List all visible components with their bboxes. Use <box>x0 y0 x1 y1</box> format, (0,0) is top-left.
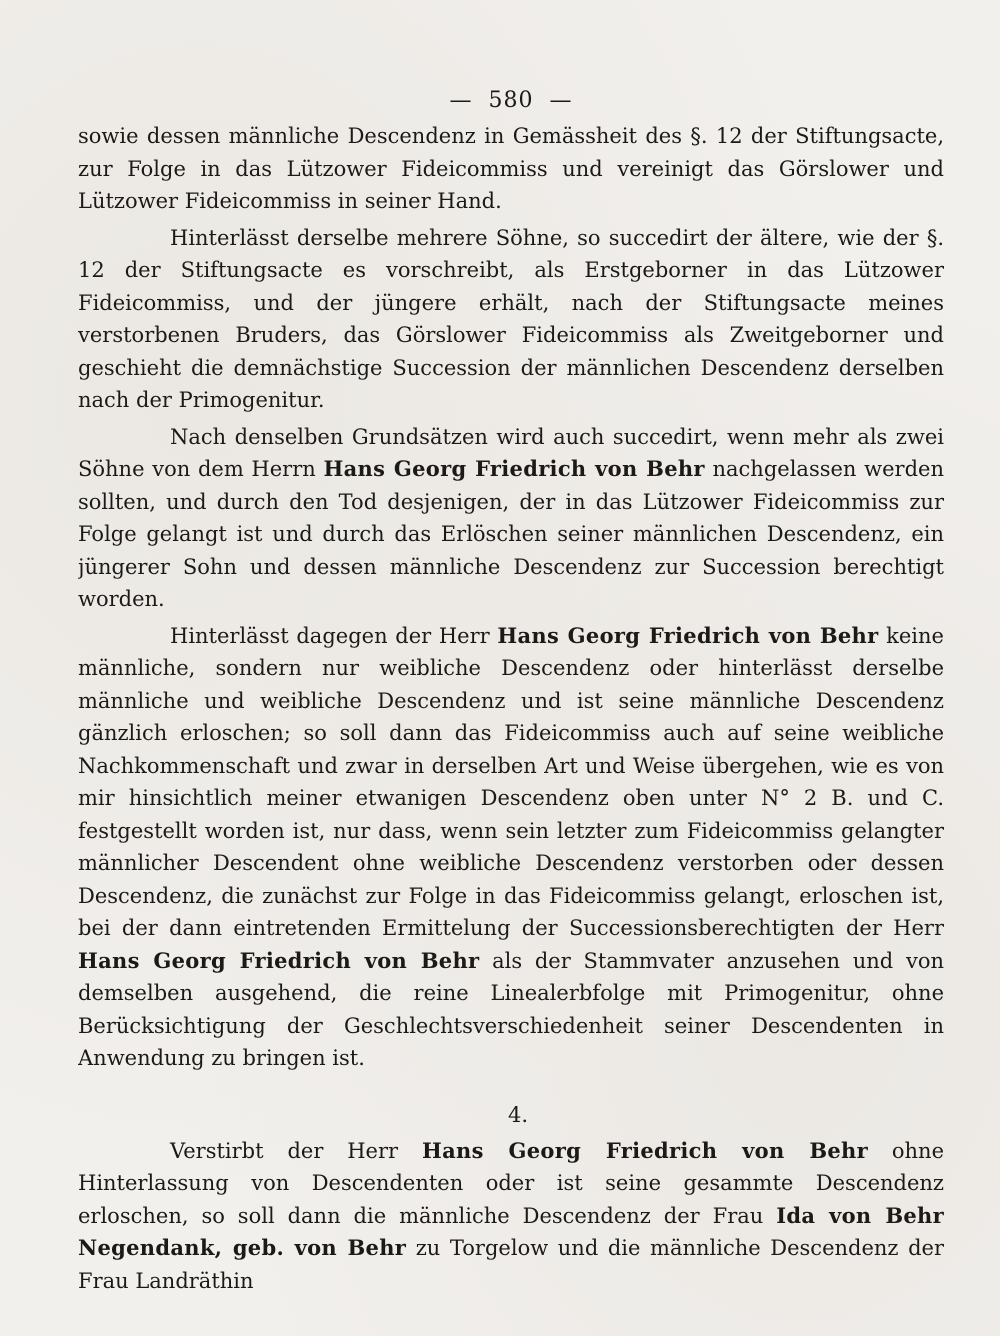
section-number: 4. <box>507 1102 529 1127</box>
page-number-line <box>78 82 944 120</box>
paragraph-5-text-1: Verstirbt der Herr <box>170 1138 422 1163</box>
page-number-dash-left: — <box>449 88 473 113</box>
paragraph-5-text-2: ohne Hinterlassung von Descendenten oder ist seine gesammte Descendenz erloschen, so soll dann die männliche Descendenz der Frau <box>78 1138 944 1228</box>
person-name: Hans Georg Friedrich von Behr <box>421 1137 868 1163</box>
person-name: Hans Georg Friedrich von Behr <box>497 622 879 648</box>
paragraph-4-text-2: keine männliche, sondern nur weibliche Descendenz oder hinterlässt derselbe männliche und weibliche Descendenz und ist seine männliche Descendenz gänzlich erloschen; so soll dann das Fideicommiss auch auf seine weibliche Nachkommenschaft und zwar in derselben Art und Weise übergehen, wie es von mir hinsichtlich meiner etwanigen Descendenz oben unter N° 2 B. und C. festgestellt worden ist, nur dass, wenn sein letzter zum Fideicommiss gelangter männlicher Descendent ohne weibliche Descendenz verstorben oder dessen Descendenz, die zunächst zur Folge in das Fideicommiss gelangt, erloschen ist, bei der dann eintretenden Ermittelung der Successionsberechtigten der Herr <box>78 623 944 940</box>
person-name: Hans Georg Friedrich von Behr <box>78 947 480 973</box>
paragraph-4 <box>78 620 944 1075</box>
page-number-dash-right: — <box>549 88 573 113</box>
paragraph-2: Hinterlässt derselbe mehrere Söhne, so succedirt der ältere, wie der §. 12 der Stiftungsacte es vorschreibt, als Erstgeborner in das Lützower Fideicommiss, und der jüngere erhält, nach der Stiftungsacte meines verstorbenen Bruders, das Görslower Fideicommiss als Zweitgeborner und geschieht die demnächstige Succession der männlichen Descendenz derselben nach der Primogenitur. <box>78 225 944 412</box>
paragraph-4-text-1: Hinterlässt dagegen der Herr <box>170 623 498 648</box>
person-name: Ida von Behr Negendank, geb. von Behr <box>78 1202 944 1260</box>
paragraph-3-text-2: nachgelassen werden sollten, und durch den Tod desjenigen, der in das Lützower Fideicommiss zur Folge gelangt ist und durch das Erlöschen seiner männlichen Descendenz, ein jüngerer Sohn und dessen männliche Descendenz zur Succession berechtigt worden. <box>78 457 944 611</box>
paragraph-5 <box>78 1135 944 1298</box>
paragraph-4-text-3: als der Stammvater anzusehen und von demselben ausgehend, die reine Linealerbfolge mit Primogenitur, ohne Berücksichtigung der Geschlechtsverschiedenheit seiner Descendenten in Anwendung zu bringen ist. <box>78 948 944 1070</box>
document-page <box>78 82 944 1322</box>
page-number: 580 <box>488 88 534 113</box>
paragraph-3-text-1: Nach denselben Grundsätzen wird auch succedirt, wenn mehr als zwei Söhne von dem Herrn <box>78 424 944 481</box>
person-name: Hans Georg Friedrich von Behr <box>323 456 705 481</box>
paragraph-1: sowie dessen männliche Descendenz in Gemässheit des §. 12 der Stiftungsacte, zur Folge in das Lützower Fideicommiss und vereinigt das Görslower und Lützower Fideicommiss in seiner Hand. <box>78 124 944 213</box>
paragraph-5-text-3: zu Torgelow und die männliche Descendenz der Frau Landräthin <box>78 1236 944 1293</box>
paragraph-3 <box>78 421 944 616</box>
